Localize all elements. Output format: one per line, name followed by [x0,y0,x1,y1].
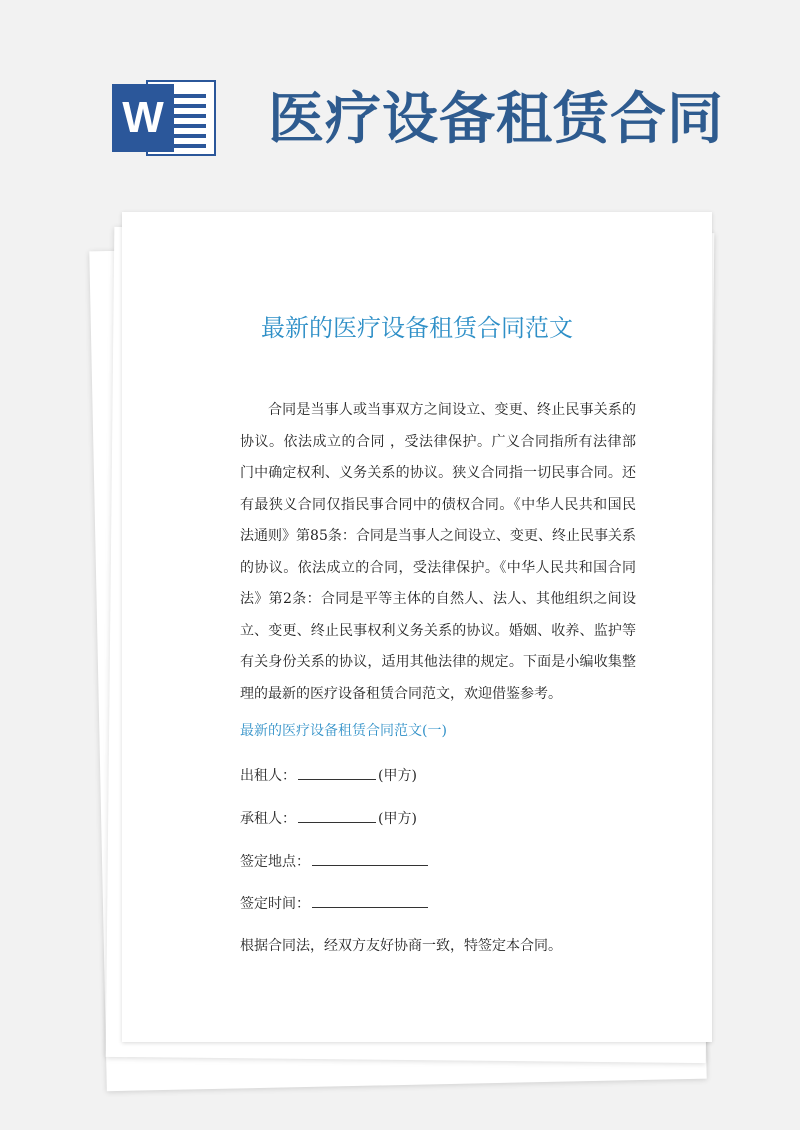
header [0,0,800,210]
lessee-field [240,808,417,828]
document-page [122,212,712,1042]
signing-place-blank[interactable] [312,851,428,866]
lessor-field [240,765,417,785]
signing-time-field [240,893,430,913]
document-title: 最新的医疗设备租赁合同范文 [261,314,573,342]
word-icon [112,80,216,156]
lessor-suffix: (甲方) [378,768,417,784]
closing-sentence: 根据合同法，经双方友好协商一致，特签定本合同。 [240,938,562,954]
lessor-label: 出租人： [240,768,296,784]
signing-place-label: 签定地点： [240,854,310,870]
lessee-suffix: (甲方) [378,811,417,827]
signing-time-blank[interactable] [312,893,428,908]
word-icon-letter: W [112,84,174,152]
signing-place-field [240,851,430,871]
signing-time-label: 签定时间： [240,896,310,912]
lessee-label: 承租人： [240,811,296,827]
lessee-blank[interactable] [298,808,376,823]
intro-paragraph: 合同是当事人或当事双方之间设立、变更、终止民事关系的协议。依法成立的合同 ，受法律保护。广义合同指所有法律部门中确定权利、义务关系的协议。狭义合同指一切民事合同。还有最狭义合同仅指民事合同中的债权合同。《中华人民共和国民法通则》第85条：合同是当事人之间设立、变更、终止民事关系的协议。依法成立的合同，受法律保护。《中华人民共和国合同法》第2条：合同是平等主体的自然人、法人、其他组织之间设立、变更、终止民事权利义务关系的协议。婚姻、收养、监护等有关身份关系的协议，适用其他法律的规定。下面是小编收集整理的最新的医疗设备租赁合同范文，欢迎借鉴参考。 [240,402,636,702]
lessor-blank[interactable] [298,765,376,780]
page-title: 医疗设备租赁合同 [268,87,724,152]
section-subtitle: 最新的医疗设备租赁合同范文(一) [240,723,447,739]
